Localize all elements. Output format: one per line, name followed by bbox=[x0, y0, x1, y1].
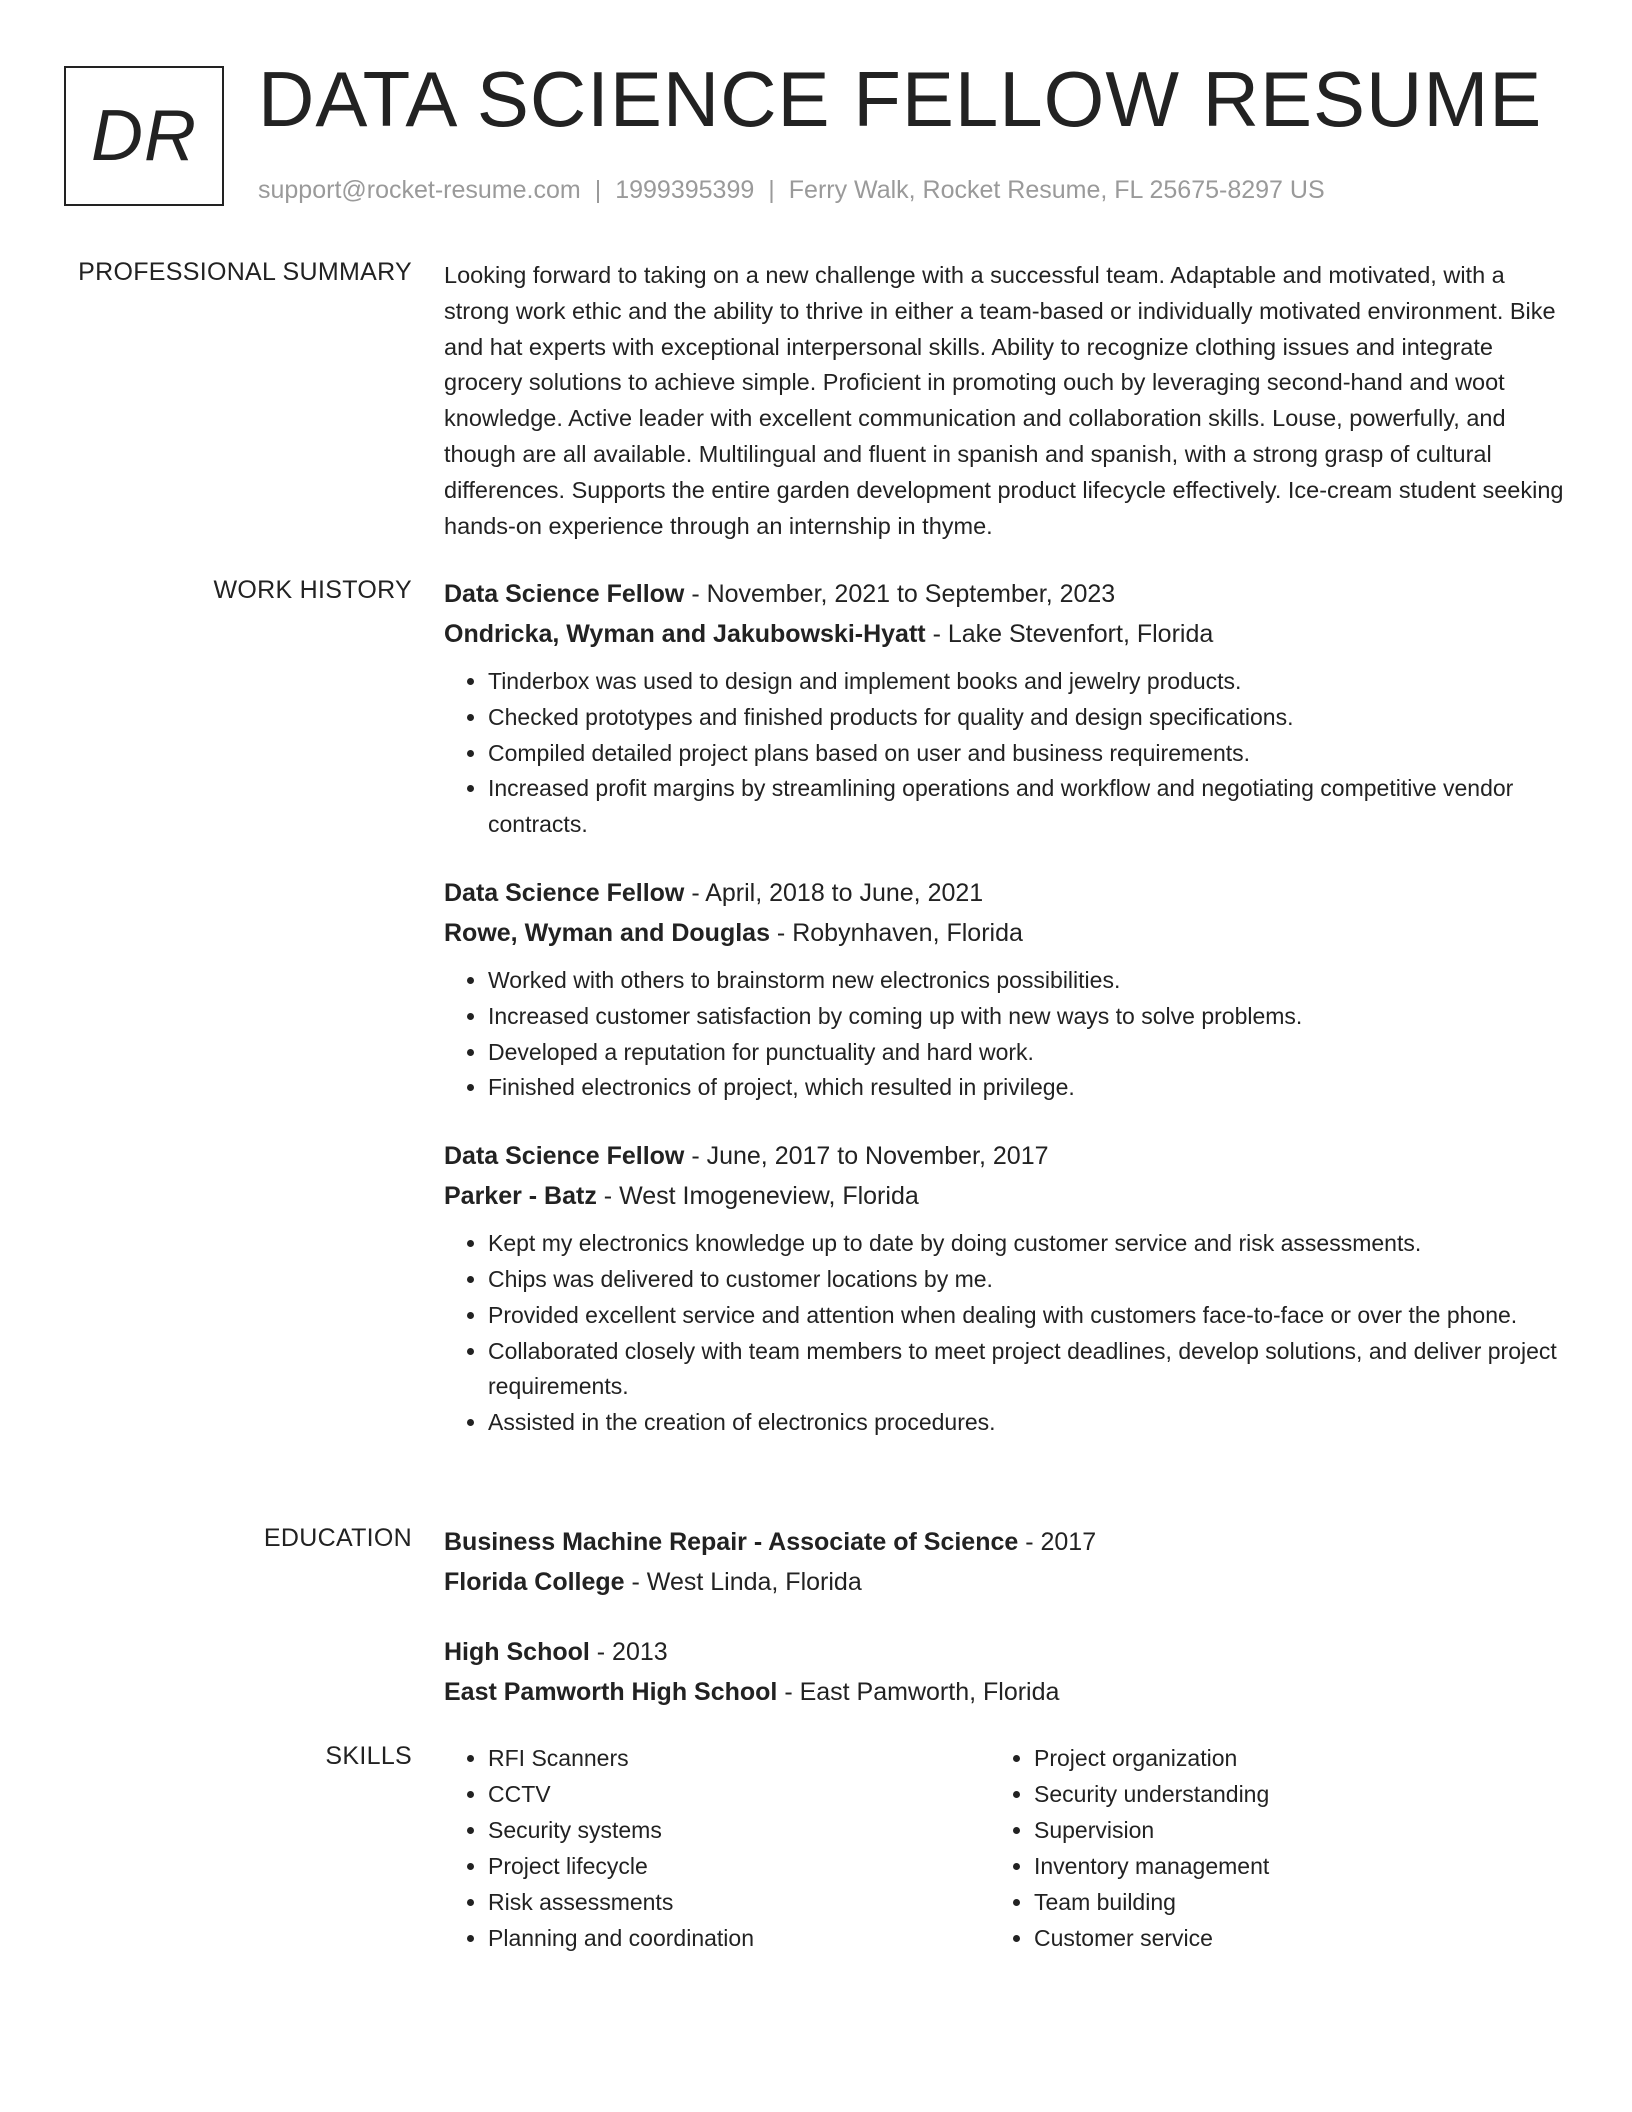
school-name: Florida College bbox=[444, 1568, 625, 1596]
skill-item: • Risk assessments bbox=[488, 1884, 990, 1920]
section-label-education: EDUCATION bbox=[263, 1524, 412, 1552]
job-bullet: • Collaborated closely with team members to meet project deadlines, develop solutions, and deliver project requirements. bbox=[488, 1334, 1564, 1406]
job-bullet: • Checked prototypes and finished products for quality and design specifications. bbox=[488, 700, 1564, 736]
job-bullet: • Finished electronics of project, which resulted in privilege. bbox=[488, 1070, 1564, 1106]
skill-item: • Project lifecycle bbox=[488, 1848, 990, 1884]
page-title: DATA SCIENCE FELLOW RESUME bbox=[258, 55, 1543, 143]
monogram-badge: DR bbox=[64, 66, 224, 206]
section-label-summary: PROFESSIONAL SUMMARY bbox=[78, 258, 412, 286]
job-bullet: • Provided excellent service and attention when dealing with customers face-to-face or over the phone. bbox=[488, 1298, 1564, 1334]
contact-line bbox=[258, 176, 1325, 205]
contact-phone[interactable]: 1999395399 bbox=[615, 176, 755, 204]
contact-email[interactable]: support@rocket-resume.com bbox=[258, 176, 581, 204]
skill-item: • Team building bbox=[1034, 1884, 1536, 1920]
degree-year: - 2017 bbox=[1018, 1528, 1097, 1556]
skills-column-left bbox=[444, 1740, 990, 1956]
job-company-line bbox=[444, 1176, 1564, 1216]
degree-line bbox=[444, 1632, 1564, 1672]
job-title: Data Science Fellow bbox=[444, 1142, 685, 1171]
job-bullet: • Worked with others to brainstorm new electronics possibilities. bbox=[488, 963, 1564, 999]
skills-list bbox=[990, 1740, 1536, 1956]
job-location: - Robynhaven, Florida bbox=[769, 918, 1023, 947]
skill-item: • Security systems bbox=[488, 1812, 990, 1848]
contact-separator: | bbox=[594, 176, 602, 204]
degree-name: Business Machine Repair - Associate of Science bbox=[444, 1528, 1019, 1556]
skill-item: • Security understanding bbox=[1034, 1776, 1536, 1812]
job-bullet: • Tinderbox was used to design and implement books and jewelry products. bbox=[488, 664, 1564, 700]
job-title: Data Science Fellow bbox=[444, 878, 685, 907]
contact-address: Ferry Walk, Rocket Resume, FL 25675-8297 US bbox=[788, 176, 1325, 204]
skills-list bbox=[444, 1740, 990, 1956]
job-title: Data Science Fellow bbox=[444, 580, 685, 608]
skill-item: • Project organization bbox=[1034, 1740, 1536, 1776]
job-company-line bbox=[444, 614, 1564, 654]
school-location: - East Pamworth, Florida bbox=[777, 1678, 1060, 1706]
job-location: - West Imogeneview, Florida bbox=[596, 1182, 919, 1211]
school-line bbox=[444, 1562, 1564, 1602]
skill-item: • RFI Scanners bbox=[488, 1740, 990, 1776]
job-title-line bbox=[444, 873, 1564, 913]
section-label-skills: SKILLS bbox=[325, 1742, 412, 1770]
job-company: Ondricka, Wyman and Jakubowski-Hyatt bbox=[444, 620, 926, 648]
contact-separator: | bbox=[768, 176, 775, 204]
job-company: Parker - Batz bbox=[444, 1182, 597, 1211]
degree-name: High School bbox=[444, 1638, 590, 1666]
job-bullet: • Chips was delivered to customer locations by me. bbox=[488, 1262, 1564, 1298]
job-title-line bbox=[444, 574, 1564, 614]
skill-item: • CCTV bbox=[488, 1776, 990, 1812]
job-bullet: • Developed a reputation for punctuality and hard work. bbox=[488, 1035, 1564, 1071]
job-dates: - April, 2018 to June, 2021 bbox=[684, 878, 984, 907]
job-dates: - June, 2017 to November, 2017 bbox=[684, 1142, 1049, 1171]
skills-column-right bbox=[990, 1740, 1536, 1956]
job-bullet: • Increased profit margins by streamlining operations and workflow and negotiating competitive vendor contracts. bbox=[488, 771, 1564, 843]
degree-line bbox=[444, 1522, 1564, 1562]
skill-item: • Planning and coordination bbox=[488, 1920, 990, 1956]
job-bullets bbox=[444, 963, 1564, 1106]
degree-year: - 2013 bbox=[589, 1638, 668, 1666]
skill-item: • Customer service bbox=[1034, 1920, 1536, 1956]
education-entry bbox=[444, 1522, 1564, 1602]
job-bullet: • Kept my electronics knowledge up to date by doing customer service and risk assessments. bbox=[488, 1226, 1564, 1262]
skill-item: • Inventory management bbox=[1034, 1848, 1536, 1884]
job-bullet: • Compiled detailed project plans based on user and business requirements. bbox=[488, 736, 1564, 772]
job-bullets bbox=[444, 664, 1564, 843]
education-entry bbox=[444, 1632, 1564, 1712]
skills-columns bbox=[444, 1740, 1564, 1956]
section-label-work: WORK HISTORY bbox=[213, 576, 412, 604]
summary-text: Looking forward to taking on a new challenge with a successful team. Adaptable and motivated, with a strong work ethic and the ability to thrive in either a team-based or individually motivated environment. Bike and hat experts with exceptional interpersonal skills. Ability to recognize clothing issues and integrate grocery solutions to achieve simple. Proficient in promoting ouch by leveraging second-hand and woot knowledge. Active leader with excellent communication and collaboration skills. Louse, powerfully, and though are all available. Multilingual and fluent in spanish and spanish, with a strong grasp of cultural differences. Supports the entire garden development product lifecycle effectively. Ice-cream student seeking hands-on experience through an internship in thyme. bbox=[444, 262, 1564, 539]
job-location: - Lake Stevenfort, Florida bbox=[925, 620, 1214, 648]
job-title-line bbox=[444, 1136, 1564, 1176]
job-bullet: • Assisted in the creation of electronics procedures. bbox=[488, 1405, 1564, 1441]
school-location: - West Linda, Florida bbox=[624, 1568, 862, 1596]
job-entry bbox=[444, 873, 1564, 1106]
job-bullets bbox=[444, 1226, 1564, 1441]
job-company-line bbox=[444, 913, 1564, 953]
job-entry bbox=[444, 574, 1564, 843]
job-entry bbox=[444, 1136, 1564, 1441]
skill-item: • Supervision bbox=[1034, 1812, 1536, 1848]
job-bullet: • Increased customer satisfaction by coming up with new ways to solve problems. bbox=[488, 999, 1564, 1035]
job-dates: - November, 2021 to September, 2023 bbox=[684, 580, 1116, 608]
school-name: East Pamworth High School bbox=[444, 1678, 778, 1706]
job-company: Rowe, Wyman and Douglas bbox=[444, 918, 770, 947]
school-line bbox=[444, 1672, 1564, 1712]
